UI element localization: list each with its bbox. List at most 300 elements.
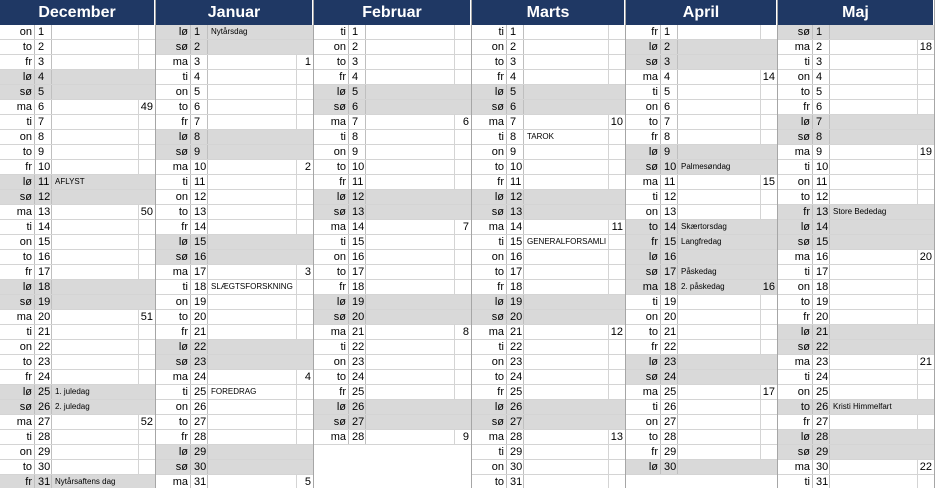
cell-divider bbox=[138, 130, 139, 145]
day-note bbox=[55, 145, 136, 159]
day-row[interactable] bbox=[626, 175, 777, 190]
day-row[interactable] bbox=[156, 220, 313, 235]
day-row[interactable] bbox=[626, 40, 777, 55]
cell-divider bbox=[454, 235, 455, 250]
day-row[interactable] bbox=[626, 280, 777, 295]
day-row[interactable] bbox=[472, 280, 625, 295]
day-row[interactable] bbox=[778, 85, 934, 100]
day-row[interactable] bbox=[156, 25, 313, 40]
day-row[interactable] bbox=[778, 220, 934, 235]
day-row[interactable] bbox=[472, 190, 625, 205]
day-row[interactable] bbox=[626, 55, 777, 70]
day-row[interactable] bbox=[0, 475, 155, 488]
day-number: 27 bbox=[506, 415, 524, 429]
day-row[interactable] bbox=[314, 70, 471, 85]
day-row[interactable] bbox=[314, 115, 471, 130]
cell-divider bbox=[760, 100, 761, 115]
day-row[interactable] bbox=[472, 460, 625, 475]
day-note bbox=[527, 265, 606, 279]
cell-divider bbox=[138, 310, 139, 325]
day-row[interactable] bbox=[778, 340, 934, 355]
day-row[interactable] bbox=[156, 385, 313, 400]
day-number: 3 bbox=[190, 55, 208, 69]
day-row[interactable] bbox=[0, 400, 155, 415]
day-row[interactable] bbox=[0, 430, 155, 445]
day-row[interactable] bbox=[626, 340, 777, 355]
day-row[interactable] bbox=[472, 310, 625, 325]
day-row[interactable] bbox=[472, 250, 625, 265]
day-row[interactable] bbox=[314, 295, 471, 310]
day-note bbox=[681, 25, 758, 39]
weekday-label: fr bbox=[181, 116, 188, 128]
day-row[interactable] bbox=[156, 205, 313, 220]
day-row[interactable] bbox=[626, 70, 777, 85]
week-number: 17 bbox=[762, 386, 775, 398]
cell-divider bbox=[608, 25, 609, 40]
day-row[interactable] bbox=[0, 385, 155, 400]
cell-divider bbox=[454, 40, 455, 55]
day-row[interactable] bbox=[778, 190, 934, 205]
day-row[interactable] bbox=[778, 325, 934, 340]
day-row[interactable] bbox=[0, 130, 155, 145]
day-number: 24 bbox=[190, 370, 208, 384]
day-number: 12 bbox=[190, 190, 208, 204]
day-number: 17 bbox=[34, 265, 52, 279]
day-number: 10 bbox=[660, 160, 678, 174]
weekday-label: on bbox=[645, 206, 658, 218]
day-note bbox=[211, 295, 294, 309]
day-row[interactable] bbox=[626, 190, 777, 205]
day-row[interactable] bbox=[314, 325, 471, 340]
day-row[interactable] bbox=[472, 40, 625, 55]
day-row[interactable] bbox=[778, 55, 934, 70]
day-note bbox=[681, 100, 758, 114]
day-row[interactable] bbox=[778, 370, 934, 385]
day-row[interactable] bbox=[156, 370, 313, 385]
day-row[interactable] bbox=[156, 100, 313, 115]
cell-divider bbox=[760, 445, 761, 460]
day-note: Påskedag bbox=[681, 267, 717, 276]
day-row[interactable] bbox=[472, 70, 625, 85]
day-row[interactable] bbox=[472, 175, 625, 190]
day-row[interactable] bbox=[778, 145, 934, 160]
day-row[interactable] bbox=[472, 130, 625, 145]
weekday-label: fr bbox=[25, 476, 32, 488]
day-row[interactable] bbox=[472, 145, 625, 160]
day-row[interactable] bbox=[626, 445, 777, 460]
day-number: 11 bbox=[190, 175, 208, 189]
day-row[interactable] bbox=[626, 325, 777, 340]
weekday-label: ti bbox=[804, 266, 810, 278]
day-row[interactable] bbox=[0, 280, 155, 295]
day-row[interactable] bbox=[156, 130, 313, 145]
day-row[interactable] bbox=[778, 280, 934, 295]
day-row[interactable] bbox=[156, 295, 313, 310]
day-row[interactable] bbox=[0, 235, 155, 250]
day-row[interactable] bbox=[156, 280, 313, 295]
day-row[interactable] bbox=[156, 145, 313, 160]
day-row[interactable] bbox=[626, 85, 777, 100]
day-row[interactable] bbox=[472, 340, 625, 355]
day-note bbox=[833, 370, 915, 384]
day-row[interactable] bbox=[156, 355, 313, 370]
day-row[interactable] bbox=[472, 100, 625, 115]
cell-divider bbox=[138, 430, 139, 445]
day-note bbox=[833, 25, 915, 39]
day-row[interactable] bbox=[778, 400, 934, 415]
day-number: 2 bbox=[34, 40, 52, 54]
day-number: 23 bbox=[34, 355, 52, 369]
day-number: 9 bbox=[660, 145, 678, 159]
day-row[interactable] bbox=[472, 415, 625, 430]
day-row[interactable] bbox=[778, 25, 934, 40]
day-row[interactable] bbox=[0, 220, 155, 235]
day-row[interactable] bbox=[0, 415, 155, 430]
day-row[interactable] bbox=[0, 160, 155, 175]
day-row[interactable] bbox=[778, 175, 934, 190]
day-row[interactable] bbox=[314, 25, 471, 40]
day-row[interactable] bbox=[778, 100, 934, 115]
day-row[interactable] bbox=[314, 430, 471, 445]
day-note: Store Bededag bbox=[833, 207, 887, 216]
day-row[interactable] bbox=[0, 100, 155, 115]
day-row[interactable] bbox=[314, 265, 471, 280]
weekday-label: on bbox=[19, 446, 32, 458]
day-row[interactable] bbox=[314, 40, 471, 55]
day-number: 8 bbox=[348, 130, 366, 144]
day-row[interactable] bbox=[626, 235, 777, 250]
weekday-label: ma bbox=[794, 356, 810, 368]
day-note bbox=[681, 130, 758, 144]
day-row[interactable] bbox=[778, 355, 934, 370]
day-row[interactable] bbox=[626, 400, 777, 415]
day-row[interactable] bbox=[0, 445, 155, 460]
cell-divider bbox=[917, 415, 918, 430]
day-note bbox=[527, 310, 606, 324]
cell-divider bbox=[296, 325, 297, 340]
day-note bbox=[681, 355, 758, 369]
weekday-label: to bbox=[494, 371, 504, 383]
day-row[interactable] bbox=[472, 445, 625, 460]
day-row[interactable] bbox=[156, 160, 313, 175]
day-row[interactable] bbox=[0, 460, 155, 475]
day-number: 14 bbox=[348, 220, 366, 234]
day-row[interactable] bbox=[472, 220, 625, 235]
cell-divider bbox=[138, 160, 139, 175]
day-row[interactable] bbox=[472, 235, 625, 250]
day-row[interactable] bbox=[156, 310, 313, 325]
weekday-label: sø bbox=[797, 341, 810, 353]
cell-divider bbox=[917, 385, 918, 400]
day-row[interactable] bbox=[156, 265, 313, 280]
day-row[interactable] bbox=[626, 385, 777, 400]
day-row[interactable] bbox=[156, 325, 313, 340]
day-row[interactable] bbox=[314, 400, 471, 415]
day-note bbox=[211, 235, 294, 249]
weekday-label: ma bbox=[172, 476, 188, 488]
weekday-label: ma bbox=[16, 206, 32, 218]
day-row[interactable] bbox=[156, 190, 313, 205]
day-row[interactable] bbox=[156, 400, 313, 415]
cell-divider bbox=[296, 190, 297, 205]
day-number: 20 bbox=[812, 310, 830, 324]
day-note bbox=[369, 70, 452, 84]
day-row[interactable] bbox=[778, 250, 934, 265]
day-row[interactable] bbox=[156, 85, 313, 100]
day-row[interactable] bbox=[0, 310, 155, 325]
week-number: 50 bbox=[140, 206, 153, 218]
day-row[interactable] bbox=[314, 145, 471, 160]
day-note bbox=[369, 160, 452, 174]
day-row[interactable] bbox=[778, 310, 934, 325]
cell-divider bbox=[296, 115, 297, 130]
day-row[interactable] bbox=[156, 55, 313, 70]
day-number: 29 bbox=[660, 445, 678, 459]
day-row[interactable] bbox=[156, 70, 313, 85]
weekday-label: lø bbox=[178, 236, 188, 248]
week-number: 18 bbox=[919, 41, 932, 53]
day-row[interactable] bbox=[626, 100, 777, 115]
day-note bbox=[369, 325, 452, 339]
weekday-label: on bbox=[175, 86, 188, 98]
day-row[interactable] bbox=[0, 85, 155, 100]
day-row[interactable] bbox=[778, 475, 934, 488]
day-row[interactable] bbox=[778, 295, 934, 310]
weekday-label: ma bbox=[794, 41, 810, 53]
day-note bbox=[681, 430, 758, 444]
week-number: 5 bbox=[304, 476, 311, 488]
day-row[interactable] bbox=[314, 370, 471, 385]
day-row[interactable] bbox=[778, 205, 934, 220]
day-row[interactable] bbox=[626, 430, 777, 445]
day-row[interactable] bbox=[314, 55, 471, 70]
day-row[interactable] bbox=[156, 445, 313, 460]
weekday-label: to bbox=[336, 266, 346, 278]
day-number: 7 bbox=[34, 115, 52, 129]
weekday-label: on bbox=[491, 146, 504, 158]
day-row[interactable] bbox=[314, 385, 471, 400]
weekday-label: lø bbox=[494, 296, 504, 308]
day-row[interactable] bbox=[0, 370, 155, 385]
day-row[interactable] bbox=[0, 25, 155, 40]
day-row[interactable] bbox=[314, 415, 471, 430]
day-number: 7 bbox=[506, 115, 524, 129]
day-row[interactable] bbox=[156, 115, 313, 130]
day-row[interactable] bbox=[156, 475, 313, 488]
day-note bbox=[833, 355, 915, 369]
day-row[interactable] bbox=[472, 25, 625, 40]
weekday-label: on bbox=[645, 101, 658, 113]
cell-divider bbox=[454, 55, 455, 70]
day-row[interactable] bbox=[0, 40, 155, 55]
day-row[interactable] bbox=[0, 355, 155, 370]
day-row[interactable] bbox=[472, 265, 625, 280]
day-number: 7 bbox=[190, 115, 208, 129]
day-note bbox=[833, 190, 915, 204]
day-row[interactable] bbox=[156, 40, 313, 55]
day-number: 27 bbox=[348, 415, 366, 429]
day-note bbox=[527, 445, 606, 459]
day-row[interactable] bbox=[472, 55, 625, 70]
day-row[interactable] bbox=[626, 460, 777, 475]
day-row[interactable] bbox=[0, 325, 155, 340]
day-row[interactable] bbox=[0, 115, 155, 130]
weekday-label: ma bbox=[488, 431, 504, 443]
day-row[interactable] bbox=[778, 160, 934, 175]
day-row[interactable] bbox=[472, 295, 625, 310]
day-row[interactable] bbox=[0, 295, 155, 310]
month-header bbox=[626, 0, 777, 25]
day-row[interactable] bbox=[472, 475, 625, 488]
cell-divider bbox=[608, 355, 609, 370]
weekday-label: sø bbox=[175, 41, 188, 53]
weekday-label: ti bbox=[498, 26, 504, 38]
weekday-label: fr bbox=[651, 236, 658, 248]
day-row[interactable] bbox=[314, 190, 471, 205]
day-row[interactable] bbox=[0, 265, 155, 280]
day-row[interactable] bbox=[778, 265, 934, 280]
day-row[interactable] bbox=[472, 370, 625, 385]
day-row[interactable] bbox=[626, 250, 777, 265]
day-row[interactable] bbox=[778, 415, 934, 430]
day-note bbox=[369, 295, 452, 309]
day-row[interactable] bbox=[626, 220, 777, 235]
weekday-label: fr bbox=[339, 176, 346, 188]
month-title: Februar bbox=[362, 4, 422, 21]
day-row[interactable] bbox=[626, 370, 777, 385]
day-row[interactable] bbox=[0, 145, 155, 160]
day-note bbox=[55, 460, 136, 474]
day-row[interactable] bbox=[778, 385, 934, 400]
day-row[interactable] bbox=[314, 130, 471, 145]
day-row[interactable] bbox=[778, 115, 934, 130]
day-row[interactable] bbox=[156, 415, 313, 430]
day-row[interactable] bbox=[778, 460, 934, 475]
day-row[interactable] bbox=[472, 385, 625, 400]
day-row[interactable] bbox=[156, 250, 313, 265]
weekday-label: lø bbox=[494, 401, 504, 413]
cell-divider bbox=[454, 355, 455, 370]
day-row[interactable] bbox=[778, 40, 934, 55]
weekday-label: lø bbox=[22, 281, 32, 293]
day-row[interactable] bbox=[0, 70, 155, 85]
day-row[interactable] bbox=[472, 355, 625, 370]
month-title: Maj bbox=[842, 4, 869, 21]
day-row[interactable] bbox=[314, 100, 471, 115]
day-row[interactable] bbox=[778, 70, 934, 85]
day-row[interactable] bbox=[314, 205, 471, 220]
day-note: Kristi Himmelfart bbox=[833, 402, 892, 411]
day-row[interactable] bbox=[626, 115, 777, 130]
day-row[interactable] bbox=[314, 355, 471, 370]
day-row[interactable] bbox=[472, 430, 625, 445]
day-number: 16 bbox=[812, 250, 830, 264]
day-row[interactable] bbox=[778, 445, 934, 460]
cell-divider bbox=[138, 355, 139, 370]
day-note bbox=[527, 250, 606, 264]
day-row[interactable] bbox=[626, 310, 777, 325]
day-row[interactable] bbox=[314, 310, 471, 325]
day-row[interactable] bbox=[626, 145, 777, 160]
day-row[interactable] bbox=[472, 205, 625, 220]
weekday-label: ma bbox=[172, 371, 188, 383]
day-row[interactable] bbox=[0, 250, 155, 265]
day-note bbox=[369, 175, 452, 189]
day-row[interactable] bbox=[314, 175, 471, 190]
day-row[interactable] bbox=[314, 220, 471, 235]
day-row[interactable] bbox=[778, 130, 934, 145]
day-row[interactable] bbox=[156, 430, 313, 445]
day-row[interactable] bbox=[314, 340, 471, 355]
weekday-label: to bbox=[800, 86, 810, 98]
weekday-label: lø bbox=[178, 131, 188, 143]
day-row[interactable] bbox=[0, 340, 155, 355]
day-row[interactable] bbox=[314, 250, 471, 265]
day-row[interactable] bbox=[472, 85, 625, 100]
day-row[interactable] bbox=[626, 355, 777, 370]
day-row[interactable] bbox=[0, 205, 155, 220]
day-number: 11 bbox=[660, 175, 678, 189]
cell-divider bbox=[917, 310, 918, 325]
day-row[interactable] bbox=[314, 160, 471, 175]
day-row[interactable] bbox=[156, 460, 313, 475]
day-row[interactable] bbox=[156, 175, 313, 190]
day-row[interactable] bbox=[314, 235, 471, 250]
day-note: Skærtorsdag bbox=[681, 222, 727, 231]
day-row[interactable] bbox=[472, 160, 625, 175]
weekday-label: lø bbox=[648, 251, 658, 263]
day-number: 25 bbox=[506, 385, 524, 399]
day-row[interactable] bbox=[626, 130, 777, 145]
day-note bbox=[211, 70, 294, 84]
day-row[interactable] bbox=[472, 115, 625, 130]
day-note bbox=[681, 400, 758, 414]
day-row[interactable] bbox=[626, 265, 777, 280]
day-row[interactable] bbox=[472, 400, 625, 415]
day-row[interactable] bbox=[0, 190, 155, 205]
day-row[interactable] bbox=[314, 85, 471, 100]
day-row[interactable] bbox=[778, 430, 934, 445]
weekday-label: lø bbox=[494, 191, 504, 203]
day-number: 7 bbox=[660, 115, 678, 129]
day-number: 6 bbox=[34, 100, 52, 114]
day-row[interactable] bbox=[626, 25, 777, 40]
day-row[interactable] bbox=[0, 55, 155, 70]
day-row[interactable] bbox=[626, 415, 777, 430]
day-row[interactable] bbox=[156, 235, 313, 250]
day-number: 26 bbox=[190, 400, 208, 414]
day-row[interactable] bbox=[0, 175, 155, 190]
weekday-label: fr bbox=[651, 131, 658, 143]
day-row[interactable] bbox=[778, 235, 934, 250]
weekday-label: fr bbox=[497, 281, 504, 293]
day-row[interactable] bbox=[626, 295, 777, 310]
day-row[interactable] bbox=[626, 205, 777, 220]
weekday-label: ti bbox=[340, 236, 346, 248]
cell-divider bbox=[138, 415, 139, 430]
weekday-label: sø bbox=[19, 401, 32, 413]
day-row[interactable] bbox=[472, 325, 625, 340]
weekday-label: to bbox=[178, 206, 188, 218]
weekday-label: to bbox=[22, 41, 32, 53]
day-row[interactable] bbox=[156, 340, 313, 355]
cell-divider bbox=[608, 430, 609, 445]
day-note bbox=[681, 40, 758, 54]
day-row[interactable] bbox=[626, 160, 777, 175]
day-note bbox=[833, 145, 915, 159]
day-row[interactable] bbox=[314, 280, 471, 295]
weekday-label: ti bbox=[340, 341, 346, 353]
